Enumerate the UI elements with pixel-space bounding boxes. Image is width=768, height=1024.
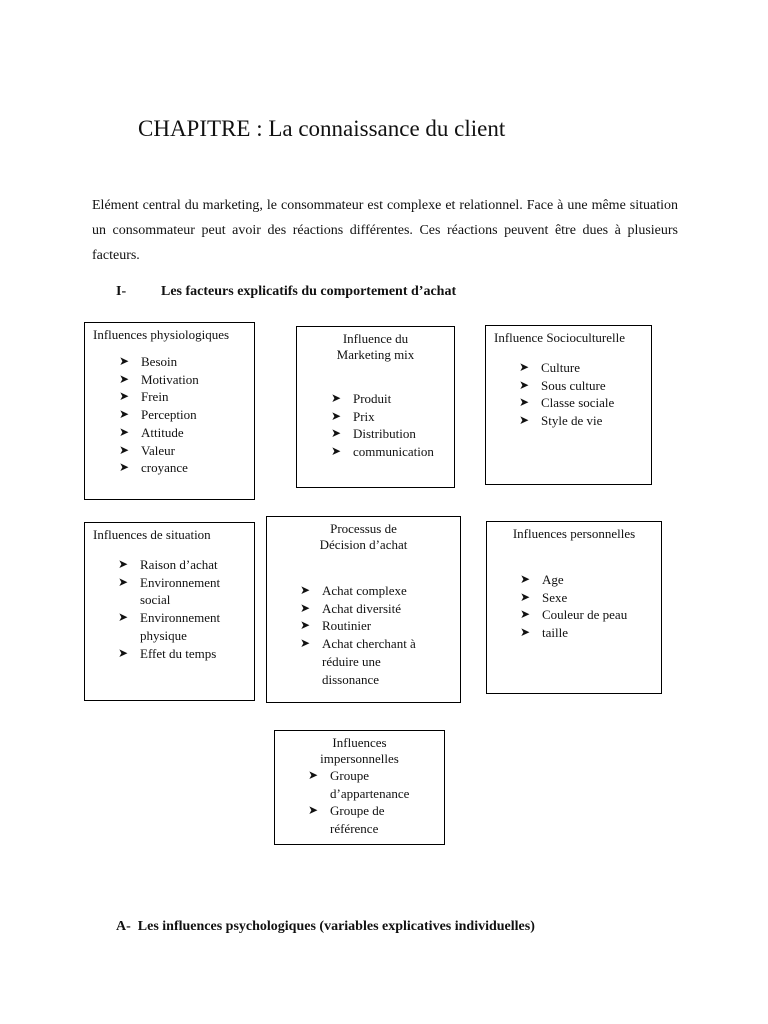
list-item: ➤ Produit xyxy=(331,391,392,406)
arrowhead-bullet-icon: ➤ xyxy=(119,407,130,422)
arrowhead-bullet-icon: ➤ xyxy=(119,460,130,475)
arrowhead-bullet-icon: ➤ xyxy=(520,625,531,640)
list-item: ➤ Couleur de peau xyxy=(520,607,628,623)
factor-list xyxy=(519,359,651,430)
box-influence-marketing-mix xyxy=(296,326,455,488)
arrowhead-bullet-icon: ➤ xyxy=(520,607,531,622)
arrowhead-bullet-icon: ➤ xyxy=(118,557,129,571)
arrowhead-bullet-icon: ➤ xyxy=(119,389,130,404)
section-number: I- xyxy=(116,284,127,299)
list-item: ➤ Attitude xyxy=(119,424,184,440)
factor-list xyxy=(118,556,240,662)
list-item: ➤ Classe sociale xyxy=(519,395,615,411)
list-item: ➤ croyance xyxy=(119,460,188,476)
arrowhead-bullet-icon: ➤ xyxy=(331,408,342,423)
box-influence-socioculturelle xyxy=(485,325,652,485)
list-item: ➤ Sous culture xyxy=(519,377,606,393)
box-processus-decision-achat xyxy=(266,516,461,703)
factor-list xyxy=(331,390,454,461)
arrowhead-bullet-icon: ➤ xyxy=(519,360,530,374)
arrowhead-bullet-icon: ➤ xyxy=(519,377,530,392)
chapter-title: CHAPITRE : La connaissance du client xyxy=(138,116,506,141)
list-item: ➤ Distribution xyxy=(331,426,416,442)
list-item: ➤ Prix xyxy=(331,408,375,424)
arrowhead-bullet-icon: ➤ xyxy=(519,395,530,410)
subsection-heading xyxy=(116,919,535,935)
arrowhead-bullet-icon: ➤ xyxy=(300,618,311,633)
box-title: Influence du Marketing mix xyxy=(336,331,415,362)
factor-list xyxy=(308,767,430,838)
box-influences-impersonnelles xyxy=(274,730,445,845)
intro-paragraph: Elément central du marketing, le consommateur est complexe et relationnel. Face à une même situation un consommateur peut avoir des réactions différentes. Ces réactions peuvent être dues à plusieurs facteurs. xyxy=(92,198,678,263)
list-item: ➤ Culture xyxy=(519,360,580,375)
box-title: Influence Socioculturelle xyxy=(494,330,626,345)
factor-list xyxy=(300,582,440,688)
box-influences-situation xyxy=(84,522,255,701)
factor-list xyxy=(520,571,661,642)
list-item: ➤ taille xyxy=(520,625,568,641)
list-item: ➤ Routinier xyxy=(300,618,372,634)
arrowhead-bullet-icon: ➤ xyxy=(520,572,531,586)
subsection-title: Les influences psychologiques (variables explicatives individuelles) xyxy=(137,919,535,934)
arrowhead-bullet-icon: ➤ xyxy=(300,636,311,651)
list-item: ➤ Environnement social xyxy=(118,574,221,608)
list-item: ➤ Achat diversité xyxy=(300,600,402,616)
list-item: ➤ Achat complexe xyxy=(300,583,407,598)
arrowhead-bullet-icon: ➤ xyxy=(520,589,531,604)
list-item: ➤ Perception xyxy=(119,407,197,423)
arrowhead-bullet-icon: ➤ xyxy=(118,610,129,625)
list-item: ➤ communication xyxy=(331,444,434,460)
arrowhead-bullet-icon: ➤ xyxy=(331,444,342,459)
list-item: ➤ Style de vie xyxy=(519,413,603,429)
list-item: ➤ Raison d’achat xyxy=(118,557,218,572)
list-item: ➤ Frein xyxy=(119,389,169,405)
arrowhead-bullet-icon: ➤ xyxy=(519,413,530,428)
box-title: Influences personnelles xyxy=(512,526,636,541)
arrowhead-bullet-icon: ➤ xyxy=(119,354,130,368)
box-title: Influences de situation xyxy=(93,527,211,542)
arrowhead-bullet-icon: ➤ xyxy=(119,442,130,457)
factor-list xyxy=(119,353,254,477)
box-title: Processus de Décision d’achat xyxy=(319,521,408,552)
arrowhead-bullet-icon: ➤ xyxy=(300,600,311,615)
list-item: ➤ Age xyxy=(520,572,564,587)
arrowhead-bullet-icon: ➤ xyxy=(118,645,129,660)
box-title: Influences physiologiques xyxy=(93,327,230,342)
box-influences-personnelles xyxy=(486,521,662,694)
box-influences-physiologiques xyxy=(84,322,255,500)
arrowhead-bullet-icon: ➤ xyxy=(331,391,342,405)
arrowhead-bullet-icon: ➤ xyxy=(119,424,130,439)
box-title: Influences impersonnelles xyxy=(320,735,399,766)
arrowhead-bullet-icon: ➤ xyxy=(300,583,311,597)
arrowhead-bullet-icon: ➤ xyxy=(308,803,319,818)
list-item: ➤ Besoin xyxy=(119,354,178,369)
subsection-number: A- xyxy=(116,919,131,934)
list-item: ➤ Effet du temps xyxy=(118,645,217,661)
list-item: ➤ Achat cherchant à réduire une dissonance xyxy=(300,636,416,687)
list-item: ➤ Sexe xyxy=(520,589,568,605)
list-item: ➤ Groupe d’appartenance xyxy=(308,768,410,801)
list-item: ➤ Environnement physique xyxy=(118,610,221,643)
list-item: ➤ Valeur xyxy=(119,442,175,458)
arrowhead-bullet-icon: ➤ xyxy=(331,426,342,441)
list-item: ➤ Motivation xyxy=(119,371,199,387)
section-title: Les facteurs explicatifs du comportement d’achat xyxy=(161,284,457,299)
list-item: ➤ Groupe de référence xyxy=(308,803,385,837)
section-heading xyxy=(116,284,456,300)
arrowhead-bullet-icon: ➤ xyxy=(308,768,319,782)
arrowhead-bullet-icon: ➤ xyxy=(118,574,129,589)
arrowhead-bullet-icon: ➤ xyxy=(119,371,130,386)
